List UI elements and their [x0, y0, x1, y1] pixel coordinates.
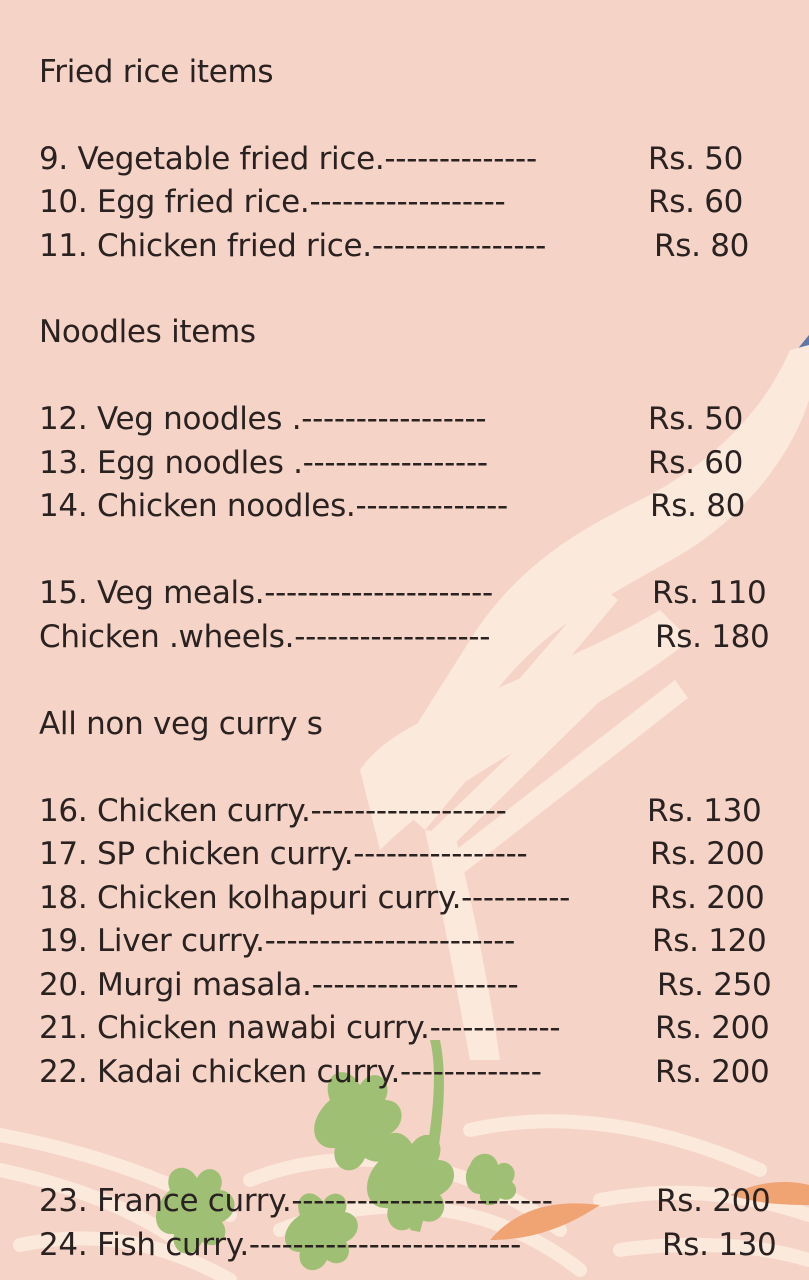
menu-item-price: Rs. 200 [656, 1183, 771, 1219]
menu-item-name: 19. Liver curry.----------------------- [39, 923, 516, 959]
menu-item-name: 24. Fish curry.------------------------- [39, 1227, 522, 1263]
menu-item-price: Rs. 180 [655, 619, 770, 655]
menu-item-price: Rs. 120 [652, 923, 767, 959]
menu-item-price: Rs. 200 [650, 880, 765, 916]
menu-item-name: 13. Egg noodles .----------------- [39, 445, 488, 481]
menu-item-name: 12. Veg noodles .----------------- [39, 401, 487, 437]
menu-item-price: Rs. 130 [662, 1227, 777, 1263]
menu-item-name: 18. Chicken kolhapuri curry.---------- [39, 880, 571, 916]
menu-item-name: 23. France curry.------------------------ [39, 1183, 553, 1219]
menu-item-name: 9. Vegetable fried rice.-------------- [39, 141, 537, 177]
menu-item-name: 16. Chicken curry.------------------ [39, 793, 507, 829]
menu-item-price: Rs. 60 [648, 445, 744, 481]
menu-item-price: Rs. 200 [650, 836, 765, 872]
section-heading: All non veg curry s [39, 706, 323, 742]
menu-item-name: 15. Veg meals.--------------------- [39, 575, 493, 611]
menu-item-price: Rs. 80 [654, 228, 750, 264]
menu-item-name: 10. Egg fried rice.------------------ [39, 184, 506, 220]
menu-item-name: 17. SP chicken curry.---------------- [39, 836, 528, 872]
menu-item-price: Rs. 200 [655, 1054, 770, 1090]
section-heading: Noodles items [39, 314, 256, 350]
section-heading: Fried rice items [39, 54, 274, 90]
menu-item-price: Rs. 130 [647, 793, 762, 829]
menu-item-name: 11. Chicken fried rice.---------------- [39, 228, 547, 264]
menu-item-price: Rs. 80 [650, 488, 746, 524]
menu-item-price: Rs. 250 [657, 967, 772, 1003]
menu-item-price: Rs. 200 [655, 1010, 770, 1046]
menu-item-price: Rs. 60 [648, 184, 744, 220]
menu-item-name: 21. Chicken nawabi curry.------------ [39, 1010, 561, 1046]
menu-item-name: 22. Kadai chicken curry.------------- [39, 1054, 542, 1090]
menu-item-price: Rs. 50 [648, 401, 744, 437]
menu-item-price: Rs. 110 [652, 575, 767, 611]
menu-item-name: 14. Chicken noodles.-------------- [39, 488, 508, 524]
menu-item-name: 20. Murgi masala.------------------- [39, 967, 519, 1003]
menu-item-name: Chicken .wheels.------------------ [39, 619, 491, 655]
menu-item-price: Rs. 50 [648, 141, 744, 177]
